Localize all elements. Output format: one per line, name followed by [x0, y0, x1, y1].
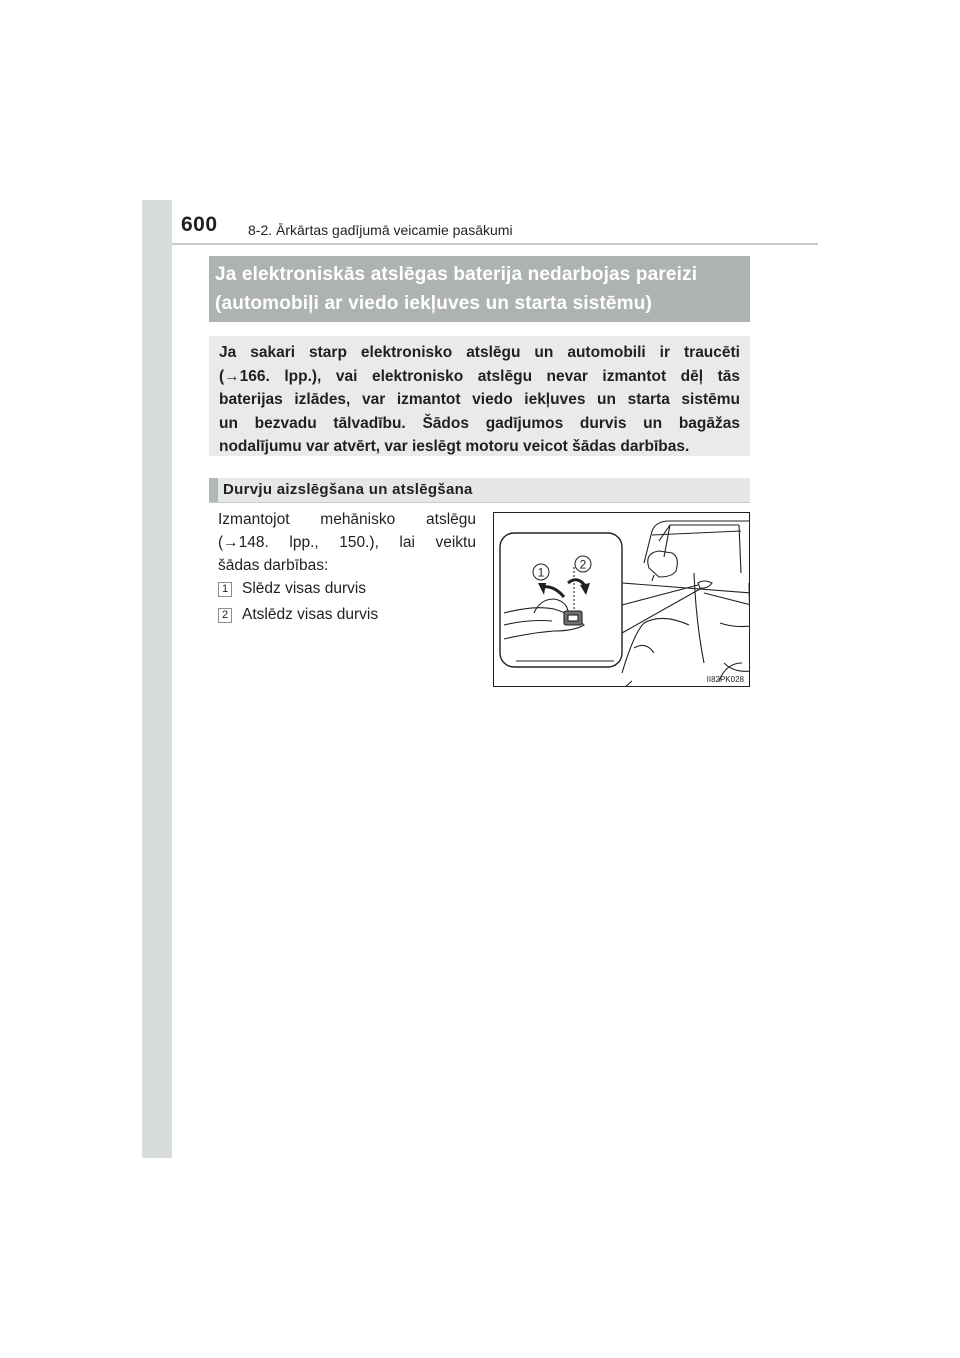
body-line: Izmantojot mehānisko atslēgu — [218, 511, 476, 528]
body-text — [218, 508, 476, 577]
intro-line: (→166. lpp.), vai elektronisko atslēgu nevar izmantot dēļ tās — [219, 367, 740, 385]
body-line: (→148. lpp., 150.), lai veiktu — [218, 534, 476, 551]
topic-banner — [209, 256, 750, 322]
subheading-label: Durvju aizslēgšana un atslēgšana — [223, 481, 473, 498]
callout-1-label: 1 — [537, 565, 545, 580]
door-illustration-drawing — [494, 513, 750, 687]
step-number-badge: 2 — [218, 608, 232, 623]
header-rule — [172, 243, 818, 245]
section-title: 8-2. Ārkārtas gadījumā veicamie pasākumi — [248, 222, 513, 238]
page-number: 600 — [181, 213, 218, 236]
subheading — [209, 478, 750, 503]
banner-line: Ja elektroniskās atslēgas baterija nedarbojas pareizi — [215, 264, 698, 285]
callout-2-label: 2 — [579, 557, 587, 572]
body-line: šādas darbības: — [218, 557, 329, 574]
intro-line: baterijas izlādes, var izmantot viedo iekļuves un starta sistēmu — [219, 391, 740, 408]
figure-code: II82PK028 — [706, 675, 744, 684]
intro-line: un bezvadu tālvadību. Šādos gadījumos durvis un bagāžas — [219, 414, 740, 432]
step-number-badge: 1 — [218, 582, 232, 597]
intro-box — [209, 336, 750, 456]
car-door-lock-illustration — [493, 512, 750, 687]
step-text: Slēdz visas durvis — [242, 580, 367, 597]
intro-line: Ja sakari starp elektronisko atslēgu un automobili ir traucēti — [219, 344, 740, 361]
subheading-bar — [209, 478, 218, 502]
side-margin-strip — [142, 200, 172, 1158]
step-text: Atslēdz visas durvis — [242, 606, 379, 623]
banner-line: (automobiļi ar viedo iekļuves un starta sistēmu) — [215, 293, 652, 314]
intro-line: nodalījumu var atvērt, var ieslēgt motoru veicot šādas darbības. — [219, 438, 690, 455]
